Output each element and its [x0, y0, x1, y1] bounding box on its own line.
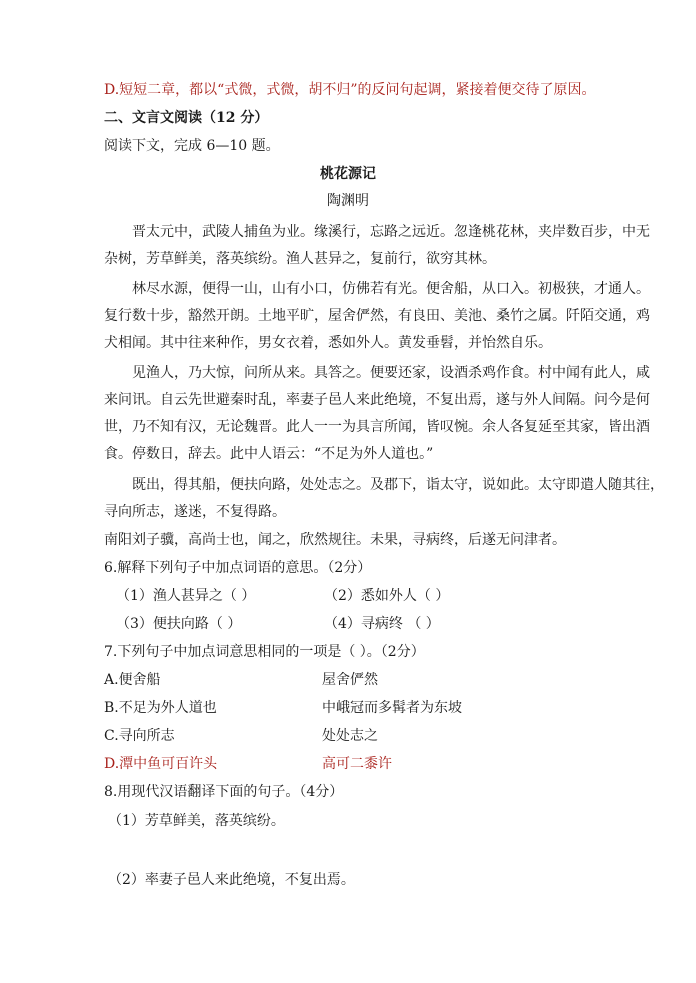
passage-line: 复行数十步，豁然开朗。土地平旷，屋舍俨然，有良田、美池、桑竹之属。阡陌交通，鸡 — [104, 308, 650, 324]
passage-line: 食。停数日，辞去。此中人语云：“不足为外人道也。” — [104, 446, 434, 462]
question-8-stem: 8.用现代汉语翻译下面的句子。（4分） — [104, 784, 344, 800]
passage-line: 既出，得其船，便扶向路，处处志之。及郡下，诣太守，说如此。太守即遣人随其往， — [132, 477, 664, 493]
question-7-option-b-pair: 中峨冠而多髯者为东坡 — [322, 700, 462, 716]
option-d-previous: D.短短二章，都以“式微，式微，胡不归”的反问句起调，紧接着便交待了原因。 — [104, 82, 596, 98]
question-8-item: （1）芳草鲜美，落英缤纷。 — [108, 813, 285, 829]
question-6-item: （3）便扶向路（ ） — [116, 616, 242, 632]
passage-line: 南阳刘子骥，高尚士也，闻之，欣然规往。未果，寻病终，后遂无问津者。 — [104, 532, 566, 548]
section-title: 二、文言文阅读（12 分） — [104, 110, 269, 126]
question-7-option-d-pair: 高可二黍许 — [322, 756, 392, 772]
question-7-option-a: A.便舍船 — [104, 672, 161, 688]
question-7-option-d: D.潭中鱼可百许头 — [104, 756, 218, 772]
passage-line: 寻向所志，遂迷，不复得路。 — [104, 504, 286, 520]
passage-author: 陶渊明 — [327, 193, 369, 209]
passage-line: 犬相闻。其中往来种作，男女衣着，悉如外人。黄发垂髫，并怡然自乐。 — [104, 335, 552, 351]
question-8-item: （2）率妻子邑人来此绝境，不复出焉。 — [108, 872, 355, 888]
question-7-option-c: C.寻向所志 — [104, 728, 175, 744]
passage-line: 林尽水源，便得一山，山有小口，仿佛若有光。便舍船，从口入。初极狭，才通人。 — [132, 281, 650, 297]
question-7-stem: 7.下列句子中加点词意思相同的一项是（ ）。（2分） — [104, 644, 425, 660]
question-7-option-b: B.不足为外人道也 — [104, 700, 217, 716]
question-6-stem: 6.解释下列句子中加点词语的意思。（2分） — [104, 560, 372, 576]
question-6-item: （2）悉如外人（ ） — [324, 588, 450, 604]
instruction: 阅读下文，完成 6—10 题。 — [104, 138, 280, 154]
passage-line: 晋太元中，武陵人捕鱼为业。缘溪行，忘路之远近。忽逢桃花林，夹岸数百步，中无 — [132, 224, 650, 240]
passage-line: 见渔人，乃大惊，问所从来。具答之。便要还家，设酒杀鸡作食。村中闻有此人，咸 — [132, 365, 650, 381]
passage-line: 杂树，芳草鲜美，落英缤纷。渔人甚异之，复前行，欲穷其林。 — [104, 251, 496, 267]
passage-line: 来问讯。自云先世避秦时乱，率妻子邑人来此绝境，不复出焉，遂与外人间隔。问今是何 — [104, 392, 650, 408]
question-6-item: （1）渔人甚异之（ ） — [116, 588, 256, 604]
question-6-item: （4）寻病终 （ ） — [324, 616, 440, 632]
question-7-option-c-pair: 处处志之 — [322, 728, 378, 744]
passage-line: 世，乃不知有汉，无论魏晋。此人一一为具言所闻，皆叹惋。余人各复延至其家，皆出酒 — [104, 419, 650, 435]
question-7-option-a-pair: 屋舍俨然 — [322, 672, 378, 688]
passage-title: 桃花源记 — [320, 166, 376, 182]
